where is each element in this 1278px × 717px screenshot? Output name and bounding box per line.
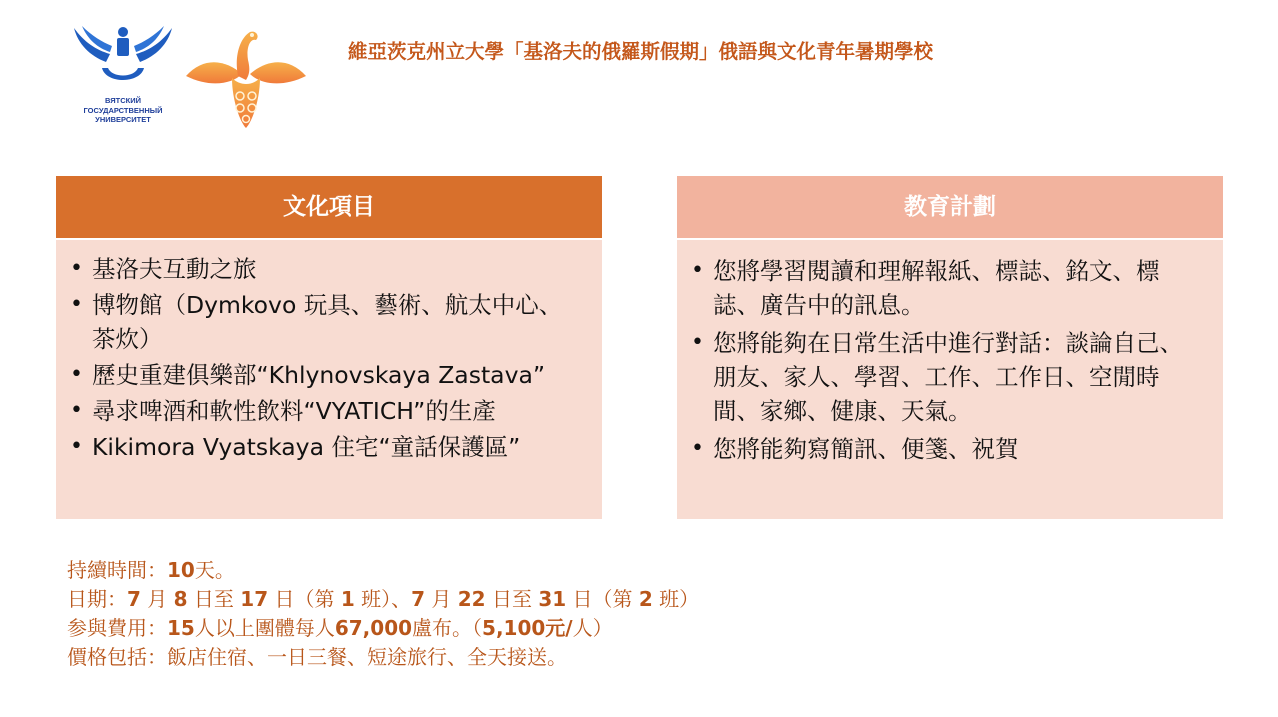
list-item: • Kikimora Vyatskaya 住宅“童話保護區”: [92, 430, 580, 464]
duration-row: 持續時間：10天。: [67, 558, 235, 582]
logos: [68, 22, 313, 132]
list-item: • 您將能夠在日常生活中進行對話：談論自己、朋友、家人、學習、工作、工作日、空閒時間、家鄉、健康、天氣。: [713, 326, 1201, 428]
vgu-logo-text: ВЯТСКИЙ ГОСУДАРСТВЕННЫЙ УНИВЕРСИТЕТ: [83, 96, 163, 124]
dates-row: 日期：7 月 8 日至 17 日（第 1 班）、7 月 22 日至 31 日（第 2 班）: [67, 587, 700, 611]
list-item: • 博物館（Dymkovo 玩具、藝術、航太中心、茶炊）: [92, 288, 580, 356]
firebird-logo-icon: [184, 26, 308, 130]
list-item: • 歷史重建俱樂部“Khlynovskaya Zastava”: [92, 358, 580, 392]
education-panel: [677, 176, 1223, 519]
education-panel-title: 教育計劃: [677, 176, 1223, 240]
page-title: 維亞茨克州立大學「基洛夫的俄羅斯假期」俄語與文化青年暑期學校: [348, 40, 934, 63]
program-info: [67, 556, 1217, 672]
culture-list: [56, 240, 602, 464]
culture-panel-title: 文化項目: [56, 176, 602, 240]
culture-panel: [56, 176, 602, 519]
includes-row: 價格包括：飯店住宿、一日三餐、短途旅行、全天接送。: [67, 645, 567, 669]
fee-row: 参與費用：15人以上團體每人67,000盧布。（5,100元/人）: [67, 616, 613, 640]
list-item: • 您將能夠寫簡訊、便箋、祝賀: [713, 432, 1201, 466]
list-item: • 基洛夫互動之旅: [92, 252, 580, 286]
list-item: • 尋求啤酒和軟性飲料“VYATICH”的生產: [92, 394, 580, 428]
list-item: • 您將學習閱讀和理解報紙、標誌、銘文、標誌、廣告中的訊息。: [713, 254, 1201, 322]
education-list: [677, 240, 1223, 466]
